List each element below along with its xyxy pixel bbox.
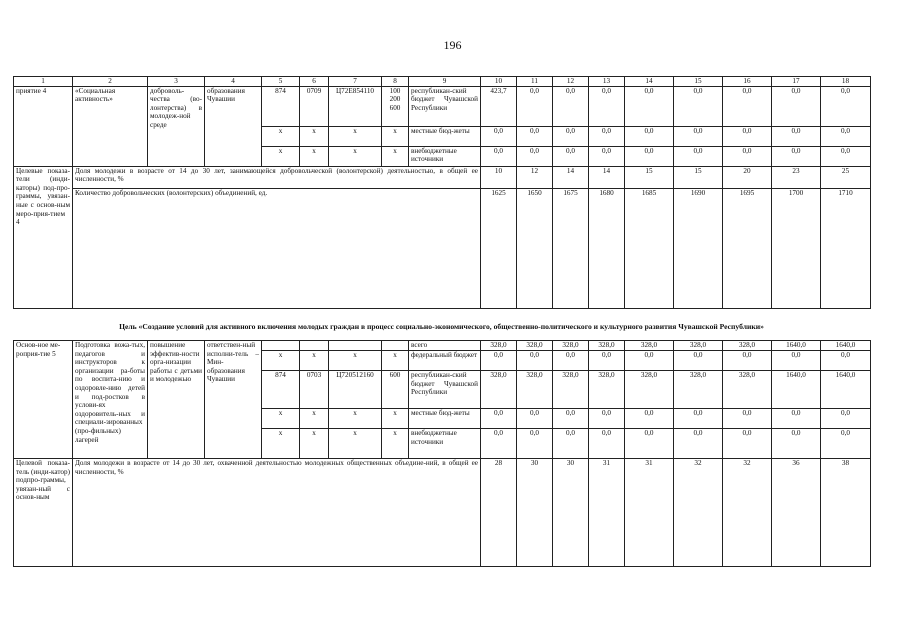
- value-cell: 328,0: [625, 341, 674, 351]
- source-cell: местные бюд-жеты: [409, 126, 481, 146]
- source-cell: внебюджетные источники: [409, 146, 481, 166]
- column-number-row: [14, 77, 871, 87]
- value-cell: 0,0: [481, 429, 517, 459]
- source-cell: всего: [409, 341, 481, 351]
- value-cell: 0,0: [625, 409, 674, 429]
- value-cell: 1650: [517, 188, 553, 308]
- value-cell: 328,0: [553, 341, 589, 351]
- value-cell: 0,0: [674, 86, 723, 126]
- grbs-cell: 874: [262, 371, 300, 409]
- value-cell: 328,0: [674, 341, 723, 351]
- csr-cell: Ц72Е854110: [329, 86, 382, 126]
- budget-table-bottom: [13, 340, 871, 567]
- column-number-cell: 10: [481, 77, 517, 87]
- event-executor: образования Чувашии: [205, 86, 262, 166]
- indicator-row: [14, 188, 871, 308]
- value-cell: 0,0: [625, 351, 674, 371]
- indicator-text: Доля молодежи в возрасте от 14 до 30 лет, охваченной деятельностью молодежных общественных объедине-ний, в общей ее численности, %: [73, 459, 481, 567]
- value-cell: 0,0: [625, 146, 674, 166]
- column-number-cell: 3: [148, 77, 205, 87]
- value-cell: 1640,0: [821, 371, 871, 409]
- column-number-cell: 17: [772, 77, 821, 87]
- value-cell: 0,0: [772, 351, 821, 371]
- value-cell: 1640,0: [772, 341, 821, 351]
- value-cell: 0,0: [517, 86, 553, 126]
- vr-cell: 600: [382, 371, 409, 409]
- grbs-cell: x: [262, 429, 300, 459]
- value-cell: 20: [723, 166, 772, 188]
- value-cell: 0,0: [772, 409, 821, 429]
- value-cell: 0,0: [674, 409, 723, 429]
- indicator-row: [14, 166, 871, 188]
- value-cell: 25: [821, 166, 871, 188]
- page-number: 196: [443, 38, 462, 52]
- value-cell: 0,0: [674, 351, 723, 371]
- budget-table-top: [13, 76, 871, 309]
- value-cell: 30: [517, 459, 553, 567]
- event-executor: ответствен-ный исполни-тель – Мин-образования Чувашии: [205, 341, 262, 459]
- rzpr-cell: x: [300, 126, 329, 146]
- value-cell: 31: [589, 459, 625, 567]
- csr-cell: x: [329, 146, 382, 166]
- value-cell: 328,0: [553, 371, 589, 409]
- value-cell: 0,0: [772, 86, 821, 126]
- value-cell: 0,0: [821, 409, 871, 429]
- value-cell: 0,0: [625, 429, 674, 459]
- csr-cell: Ц720512160: [329, 371, 382, 409]
- grbs-cell: x: [262, 409, 300, 429]
- value-cell: 0,0: [821, 146, 871, 166]
- column-number-cell: 13: [589, 77, 625, 87]
- indicator-text: Количество добровольческих (волонтерских) объединений, ед.: [73, 188, 481, 308]
- csr-cell: [329, 341, 382, 351]
- grbs-cell: x: [262, 146, 300, 166]
- value-cell: 0,0: [589, 126, 625, 146]
- column-number-cell: 1: [14, 77, 73, 87]
- vr-cell: x: [382, 429, 409, 459]
- event-result: доброволь-чества (во-лонтерства) в молодеж-ной среде: [148, 86, 205, 166]
- indicator-label: Целевые показа-тели (инди-каторы) под-про-граммы, увязан-ные с основ-ным меро-прия-тием 4: [14, 166, 73, 308]
- value-cell: 0,0: [821, 429, 871, 459]
- csr-cell: x: [329, 429, 382, 459]
- source-cell: республикан-ский бюджет Чувашской Республики: [409, 86, 481, 126]
- value-cell: 0,0: [589, 429, 625, 459]
- value-cell: 0,0: [821, 351, 871, 371]
- value-cell: 15: [674, 166, 723, 188]
- csr-cell: x: [329, 351, 382, 371]
- vr-cell: 100 200 600: [382, 86, 409, 126]
- value-cell: 30: [553, 459, 589, 567]
- column-number-cell: 14: [625, 77, 674, 87]
- value-cell: 38: [821, 459, 871, 567]
- column-number-cell: 7: [329, 77, 382, 87]
- indicator-row: [14, 459, 871, 567]
- event-label: приятие 4: [14, 86, 73, 166]
- event-label: Основ-ное ме-роприя-тие 5: [14, 341, 73, 459]
- grbs-cell: x: [262, 126, 300, 146]
- value-cell: 0,0: [517, 351, 553, 371]
- value-cell: 0,0: [553, 146, 589, 166]
- value-cell: 0,0: [625, 126, 674, 146]
- value-cell: 0,0: [517, 146, 553, 166]
- rzpr-cell: x: [300, 429, 329, 459]
- value-cell: 0,0: [517, 429, 553, 459]
- value-cell: 328,0: [517, 341, 553, 351]
- value-cell: 28: [481, 459, 517, 567]
- source-cell: внебюджетные источники: [409, 429, 481, 459]
- value-cell: 1640,0: [821, 341, 871, 351]
- value-cell: 31: [625, 459, 674, 567]
- value-cell: 0,0: [625, 86, 674, 126]
- vr-cell: x: [382, 126, 409, 146]
- value-cell: 32: [723, 459, 772, 567]
- value-cell: 0,0: [589, 409, 625, 429]
- value-cell: 0,0: [481, 146, 517, 166]
- value-cell: 1675: [553, 188, 589, 308]
- rzpr-cell: 0709: [300, 86, 329, 126]
- value-cell: 0,0: [674, 429, 723, 459]
- value-cell: 1685: [625, 188, 674, 308]
- event-name: «Социальная активность»: [73, 86, 148, 166]
- value-cell: 0,0: [517, 126, 553, 146]
- vr-cell: x: [382, 146, 409, 166]
- indicator-label: Целевой показа-тель (инди-катор) подпро-граммы, увязан-ный с основ-ным: [14, 459, 73, 567]
- value-cell: 328,0: [723, 371, 772, 409]
- rzpr-cell: [300, 341, 329, 351]
- column-number-cell: 2: [73, 77, 148, 87]
- value-cell: 328,0: [625, 371, 674, 409]
- source-cell: местные бюд-жеты: [409, 409, 481, 429]
- rzpr-cell: x: [300, 409, 329, 429]
- indicator-text: Доля молодежи в возрасте от 14 до 30 лет, занимающейся добровольческой (волонтерской) деятельностью, в общей ее численности, %: [73, 166, 481, 188]
- value-cell: 0,0: [481, 126, 517, 146]
- value-cell: 1680: [589, 188, 625, 308]
- value-cell: 1625: [481, 188, 517, 308]
- value-cell: 1640,0: [772, 371, 821, 409]
- table-row: [14, 86, 871, 126]
- value-cell: 0,0: [517, 409, 553, 429]
- value-cell: 32: [674, 459, 723, 567]
- rzpr-cell: 0703: [300, 371, 329, 409]
- value-cell: 0,0: [481, 351, 517, 371]
- value-cell: 0,0: [553, 429, 589, 459]
- value-cell: 423,7: [481, 86, 517, 126]
- column-number-cell: 15: [674, 77, 723, 87]
- value-cell: 15: [625, 166, 674, 188]
- grbs-cell: 874: [262, 86, 300, 126]
- value-cell: 1700: [772, 188, 821, 308]
- vr-cell: [382, 341, 409, 351]
- value-cell: 0,0: [723, 86, 772, 126]
- value-cell: 0,0: [821, 126, 871, 146]
- column-number-cell: 5: [262, 77, 300, 87]
- column-number-cell: 16: [723, 77, 772, 87]
- column-number-cell: 18: [821, 77, 871, 87]
- event-result: повышение эффектив-ности орга-низации работы с детьми и молодежью: [148, 341, 205, 459]
- value-cell: 328,0: [481, 341, 517, 351]
- value-cell: 0,0: [674, 126, 723, 146]
- csr-cell: x: [329, 126, 382, 146]
- value-cell: 328,0: [481, 371, 517, 409]
- event-name: Подготовка вожа-тых, педагогов и инструкторов к организации ра-боты по воспита-нию и оздоровле-нию детей и под-ростков в услови-ях оздоровитель-ных и специали-зированных (про-фильных) лагерей: [73, 341, 148, 459]
- column-number-cell: 9: [409, 77, 481, 87]
- value-cell: 328,0: [723, 341, 772, 351]
- value-cell: 0,0: [553, 126, 589, 146]
- value-cell: 328,0: [674, 371, 723, 409]
- value-cell: 0,0: [723, 429, 772, 459]
- value-cell: 0,0: [553, 409, 589, 429]
- value-cell: 0,0: [772, 429, 821, 459]
- value-cell: 0,0: [772, 126, 821, 146]
- grbs-cell: [262, 341, 300, 351]
- vr-cell: x: [382, 409, 409, 429]
- value-cell: 1710: [821, 188, 871, 308]
- value-cell: 0,0: [674, 146, 723, 166]
- grbs-cell: x: [262, 351, 300, 371]
- value-cell: 0,0: [589, 146, 625, 166]
- value-cell: 328,0: [589, 341, 625, 351]
- value-cell: 23: [772, 166, 821, 188]
- value-cell: 0,0: [821, 86, 871, 126]
- column-number-cell: 11: [517, 77, 553, 87]
- source-cell: республикан-ский бюджет Чувашской Республики: [409, 371, 481, 409]
- table-row: [14, 341, 871, 351]
- value-cell: 0,0: [723, 409, 772, 429]
- goal-heading: Цель «Создание условий для активного включения молодых граждан в процесс социально-экономического, общественно-политического и культурного развития Чувашской Республики»: [119, 322, 764, 331]
- value-cell: 328,0: [517, 371, 553, 409]
- vr-cell: x: [382, 351, 409, 371]
- value-cell: 12: [517, 166, 553, 188]
- value-cell: 0,0: [589, 351, 625, 371]
- source-cell: федеральный бюджет: [409, 351, 481, 371]
- rzpr-cell: x: [300, 351, 329, 371]
- csr-cell: x: [329, 409, 382, 429]
- value-cell: 0,0: [772, 146, 821, 166]
- rzpr-cell: x: [300, 146, 329, 166]
- column-number-cell: 12: [553, 77, 589, 87]
- value-cell: 14: [553, 166, 589, 188]
- value-cell: 0,0: [589, 86, 625, 126]
- value-cell: 10: [481, 166, 517, 188]
- value-cell: 0,0: [723, 351, 772, 371]
- value-cell: 0,0: [481, 409, 517, 429]
- value-cell: 0,0: [553, 351, 589, 371]
- value-cell: 1690: [674, 188, 723, 308]
- value-cell: 0,0: [553, 86, 589, 126]
- column-number-cell: 6: [300, 77, 329, 87]
- value-cell: 14: [589, 166, 625, 188]
- value-cell: 328,0: [589, 371, 625, 409]
- column-number-cell: 4: [205, 77, 262, 87]
- value-cell: 0,0: [723, 126, 772, 146]
- value-cell: 0,0: [723, 146, 772, 166]
- value-cell: 36: [772, 459, 821, 567]
- value-cell: 1695: [723, 188, 772, 308]
- column-number-cell: 8: [382, 77, 409, 87]
